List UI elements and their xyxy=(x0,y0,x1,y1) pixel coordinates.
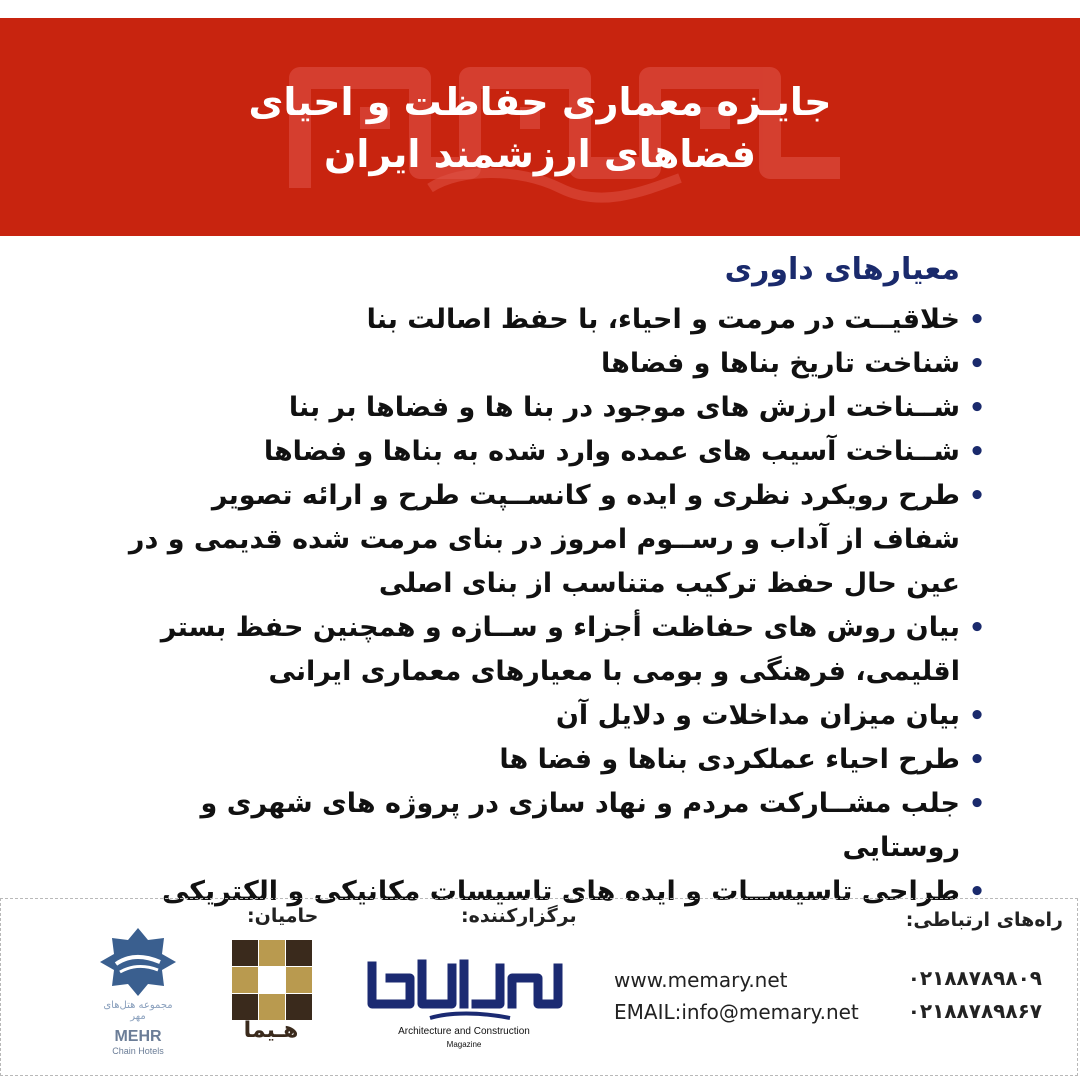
banner-title-line1: جایـزه معماری حفاظت و احیای xyxy=(248,80,832,124)
criteria-item: • شــناخت آسیب های عمده وارد شده به بناها و فضاها xyxy=(120,430,988,474)
mehr-persian-text: مجموعه هتل‌های مهر xyxy=(103,1000,173,1022)
mehr-logo xyxy=(96,926,180,996)
criteria-item: • طرح احیاء عملکردی بناها و فضا ها xyxy=(120,738,988,782)
email-link[interactable]: EMAIL:info@memary.net xyxy=(614,1000,859,1024)
hima-name: هـیما xyxy=(243,1018,299,1043)
criteria-heading: معیارهای داوری xyxy=(724,252,960,287)
bullet-icon: • xyxy=(968,613,986,643)
mehr-name: MEHR xyxy=(114,1028,162,1045)
phone-number-2: ۰۲۱۸۸۷۸۹۸۶۷ xyxy=(907,999,1042,1023)
top-white-strip xyxy=(0,0,1080,18)
banner-title xyxy=(0,76,1080,180)
organizer-label: برگزارکننده: xyxy=(461,905,577,927)
criteria-list xyxy=(120,298,988,914)
memary-caption-magazine: Magazine xyxy=(446,1040,482,1049)
mehr-subtitle: Chain Hotels xyxy=(112,1046,164,1056)
criteria-item: • جلب مشــارکت مردم و نهاد سازی در پروژه های شهری و روستایی xyxy=(120,782,988,870)
banner-title-line2: فضاهای ارزشمند ایران xyxy=(324,132,756,176)
criteria-item: • شــناخت ارزش های موجود در بنا ها و فضاها بر بنا xyxy=(120,386,988,430)
hima-logo xyxy=(232,940,312,1020)
criteria-item: • بیان میزان مداخلات و دلایل آن xyxy=(120,694,988,738)
bullet-icon: • xyxy=(968,349,986,379)
criteria-item: • طراحی تاسیســات و ایده های تاسیسات مکانیکی و الکتریکی xyxy=(120,870,988,914)
criteria-item: • خلاقیــت در مرمت و احیاء، با حفظ اصالت بنا xyxy=(120,298,988,342)
criteria-item: • بیان روش های حفاظت أجزاء و ســازه و همچنین حفظ بستر اقلیمی، فرهنگی و بومی با معیارهای معماری ایرانی xyxy=(120,606,988,694)
phone-number-1: ۰۲۱۸۸۷۸۹۸۰۹ xyxy=(907,966,1042,990)
title-banner xyxy=(0,18,1080,236)
bullet-icon: • xyxy=(968,745,986,775)
memary-caption: Architecture and Construction xyxy=(398,1026,530,1037)
bullet-icon: • xyxy=(968,877,986,907)
bullet-icon: • xyxy=(968,481,986,511)
contact-label: راه‌های ارتباطی: xyxy=(905,909,1063,931)
bullet-icon: • xyxy=(968,393,986,423)
bullet-icon: • xyxy=(968,789,986,819)
criteria-item: • شناخت تاریخ بناها و فضاها xyxy=(120,342,988,386)
bullet-icon: • xyxy=(968,305,986,335)
judging-criteria-section xyxy=(120,248,988,914)
website-link[interactable]: www.memary.net xyxy=(614,968,788,992)
criteria-item: • طرح رویکرد نظری و ایده و کانســپت طرح و ارائه تصویر شفاف از آداب و رســوم امروز در بنای مرمت شده قدیمی و در عین حال حفظ ترکیب متناسب از بنای اصلی xyxy=(120,474,988,606)
bullet-icon: • xyxy=(968,701,986,731)
bullet-icon: • xyxy=(968,437,986,467)
sponsors-label: حامیان: xyxy=(247,905,319,927)
